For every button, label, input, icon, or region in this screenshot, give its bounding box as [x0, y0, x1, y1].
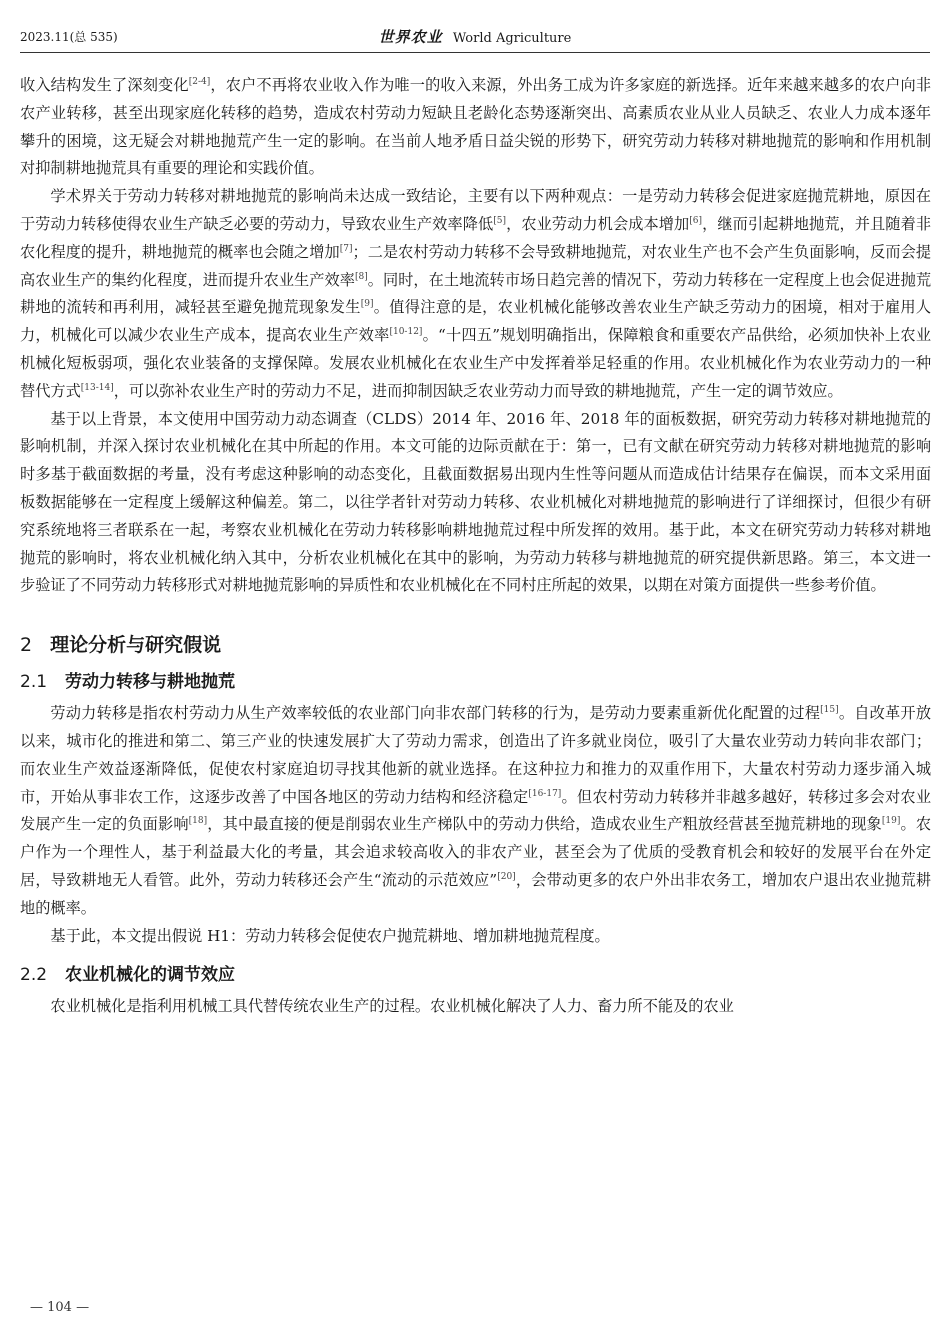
journal-name-en: World Agriculture	[452, 31, 572, 46]
paragraph-4: 劳动力转移是指农村劳动力从生产效率较低的农业部门向非农部门转移的行为，是劳动力要素重新优化配置的过程[15]。自改革开放以来，城市化的推进和第二、第三产业的快速发展扩大了劳动力需求，创造出了许多就业岗位，吸引了大量农业劳动力转向非农部门；而农业生产效益逐渐降低，促使农村家庭迫切寻找其他新的就业选择。在这种拉力和推力的双重作用下，大量农村劳动力逐步涌入城市，开始从事非农工作，这逐步改善了中国各地区的劳动力结构和经济稳定[16-17]。但农村劳动力转移并非越多越好，转移过多会对农业发展产生一定的负面影响[18]，其中最直接的便是削弱农业生产梯队中的劳动力供给，造成农业生产粗放经营甚至抛荒耕地的现象[19]。农户作为一个理性人，基于利益最大化的考量，其会追求较高收入的非农产业，甚至会为了优质的受教育机会和较好的发展平台在外定居，导致耕地无人看管。此外，劳动力转移还会产生“流动的示范效应”[20]，会带动更多的农户外出非农务工，增加农户退出农业抛荒耕地的概率。	[20, 704, 932, 917]
header-rule	[20, 52, 930, 53]
page-header	[20, 26, 930, 48]
section-title: 理论分析与研究假说	[50, 634, 222, 657]
paragraph-3: 基于以上背景，本文使用中国劳动力动态调查（CLDS）2014 年、2016 年、2018 年的面板数据，研究劳动力转移对耕地抛荒的影响机制，并深入探讨农业机械化在其中所起的作用。本文可能的边际贡献在于：第一，已有文献在研究劳动力转移对耕地抛荒的影响时多基于截面数据的考量，没有考虑这种影响的动态变化，且截面数据易出现内生性等问题从而造成估计结果存在偏误，而本文采用面板数据能够在一定程度上缓解这种偏差。第二，以往学者针对劳动力转移、农业机械化对耕地抛荒的影响进行了详细探讨，但很少有研究系统地将三者联系在一起，考察农业机械化在劳动力转移影响耕地抛荒过程中所发挥的效用。基于此，本文在研究劳动力转移对耕地抛荒的影响时，将农业机械化纳入其中，分析农业机械化在其中的影响，为劳动力转移与耕地抛荒的研究提供新思路。第三，本文进一步验证了不同劳动力转移形式对耕地抛荒影响的异质性和农业机械化在不同村庄所起的效果，以期在对策方面提供一些参考价值。	[20, 409, 931, 595]
section-number: 2	[20, 634, 33, 657]
issue-label: 2023.11(总 535)	[20, 30, 118, 44]
citation: [5]	[493, 215, 506, 226]
page-number: — 104 —	[30, 1300, 90, 1315]
citation: [18]	[188, 816, 208, 827]
citation: [13-14]	[80, 382, 114, 393]
paragraph-1: 收入结构发生了深刻变化[2-4]，农户不再将农业收入作为唯一的收入来源，外出务工成为许多家庭的新选择。近年来越来越多的农户向非农产业转移，甚至出现家庭化转移的趋势，造成农村劳动力短缺且老龄化态势逐渐突出、高素质农业从业人员缺乏、农业人力成本逐年攀升的困境，这无疑会对耕地抛荒产生一定的影响。在当前人地矛盾日益尖锐的形势下，研究劳动力转移对耕地抛荒的影响和作用机制对抑制耕地抛荒具有重要的理论和实践价值。	[20, 76, 932, 178]
citation: [16-17]	[528, 788, 562, 799]
citation: [2-4]	[188, 76, 211, 87]
subsection-title: 劳动力转移与耕地抛荒	[65, 672, 236, 693]
journal-title	[20, 26, 930, 47]
subsection-heading-2-1	[20, 667, 931, 692]
citation: [15]	[820, 705, 839, 716]
paragraph-2: 学术界关于劳动力转移对耕地抛荒的影响尚未达成一致结论，主要有以下两种观点：一是劳动力转移会促进家庭抛荒耕地，原因在于劳动力转移使得农业生产缺乏必要的劳动力，导致农业生产效率降低[5]，农业劳动力机会成本增加[6]，继而引起耕地抛荒，并且随着非农化程度的提升，耕地抛荒的概率也会随之增加[7]；二是农村劳动力转移不会导致耕地抛荒，对农业生产也不会产生负面影响，反而会提高农业生产的集约化程度，进而提升农业生产效率[8]。同时，在土地流转市场日趋完善的情况下，劳动力转移在一定程度上也会促进抛荒耕地的流转和再利用，减轻甚至避免抛荒现象发生[9]。值得注意的是，农业机械化能够改善农业生产缺乏劳动力的困境，相对于雇用人力，机械化可以减少农业生产成本，提高农业生产效率[10-12]。“十四五”规划明确指出，保障粮食和重要农产品供给，必须加快补上农业机械化短板弱项，强化农业装备的支撑保障。发展农业机械化在农业生产中发挥着举足轻重的作用。农业机械化作为农业劳动力的一种替代方式[13-14]，可以弥补农业生产时的劳动力不足，进而抑制因缺乏农业劳动力而导致的耕地抛荒，产生一定的调节效应。	[20, 187, 932, 400]
paragraph-5: 基于此，本文提出假说 H1：劳动力转移会促使农户抛荒耕地、增加耕地抛荒程度。	[50, 926, 610, 945]
citation: [9]	[360, 299, 374, 310]
subsection-heading-2-2	[20, 960, 931, 985]
subsection-title: 农业机械化的调节效应	[65, 965, 236, 986]
paragraph-6: 农业机械化是指利用机械工具代替传统农业生产的过程。农业机械化解决了人力、畜力所不能及的农业	[50, 997, 734, 1016]
citation: [19]	[881, 816, 901, 827]
article-body	[20, 72, 931, 1021]
section-heading-2	[20, 630, 931, 657]
citation: [6]	[689, 215, 703, 226]
citation: [10-12]	[389, 327, 423, 338]
journal-logo-cn: 世界农业	[378, 28, 443, 46]
citation: [8]	[354, 271, 368, 282]
subsection-number: 2.2	[20, 965, 48, 986]
citation: [20]	[497, 871, 516, 882]
citation: [7]	[339, 243, 353, 254]
subsection-number: 2.1	[20, 672, 48, 693]
